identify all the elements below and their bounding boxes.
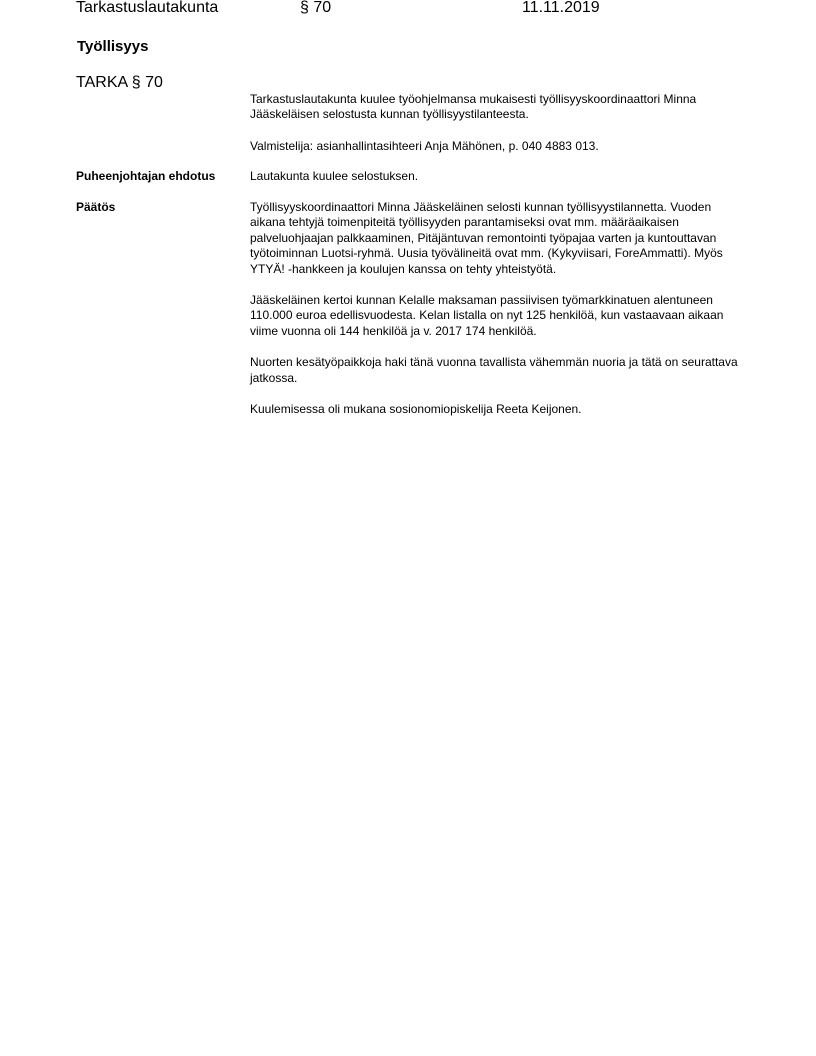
proposal-text <box>250 169 740 200</box>
decision-paragraph: Kuulemisessa oli mukana sosionomiopiskelija Reeta Keijonen. <box>250 402 582 417</box>
header-board-name: Tarkastuslautakunta <box>76 0 219 16</box>
decision-paragraph: Työllisyyskoordinaattori Minna Jääskeläinen selosti kunnan työllisyystilannetta. Vuoden aikana tehtyjä toimenpiteitä työllisyyden parantamiseksi ovat mm. määräaikaisen palveluohjaajan palkkaaminen, Pitäjäntuvan remontointi työpajaa varten ja kuntouttavan työtoiminnan Luotsi-ryhmä. Uusia työvälineitä ovat mm. (Kykyviisari, ForeAmmatti). Myös YTYÄ! -hankkeen ja koulujen kanssa on tehty yhteistyötä. <box>250 200 723 276</box>
header-section-number: § 70 <box>300 0 332 16</box>
decision-text <box>250 200 740 433</box>
document-reference: TARKA § 70 <box>76 74 163 91</box>
header-meeting-date: 11.11.2019 <box>522 0 600 16</box>
intro-preparer: Valmistelija: asianhallintasihteeri Anja Mähönen, p. 040 4883 013. <box>250 138 599 153</box>
decision-paragraph: Jääskeläinen kertoi kunnan Kelalle maksaman passiivisen työmarkkinatuen alentuneen 110.000 euroa edellisvuodesta. Kelan listalla on nyt 125 henkilöä, kun vastaavaan aikaan viime vuonna oli 144 henkilöä ja v. 2017 174 henkilöä. <box>250 293 724 338</box>
intro-text <box>250 92 740 170</box>
proposal-label: Puheenjohtajan ehdotus <box>76 169 216 183</box>
document-title: Työllisyys <box>77 38 149 55</box>
decision-paragraph: Nuorten kesätyöpaikkoja haki tänä vuonna tavallista vähemmän nuoria ja tätä on seurattava jatkossa. <box>250 355 738 385</box>
proposal-paragraph: Lautakunta kuulee selostuksen. <box>250 169 419 183</box>
intro-paragraph: Tarkastuslautakunta kuulee työohjelmansa mukaisesti työllisyyskoordinaattori Minna Jääskeläisen selostusta kunnan työllisyystilanteesta. <box>250 92 697 122</box>
decision-label: Päätös <box>76 200 116 214</box>
